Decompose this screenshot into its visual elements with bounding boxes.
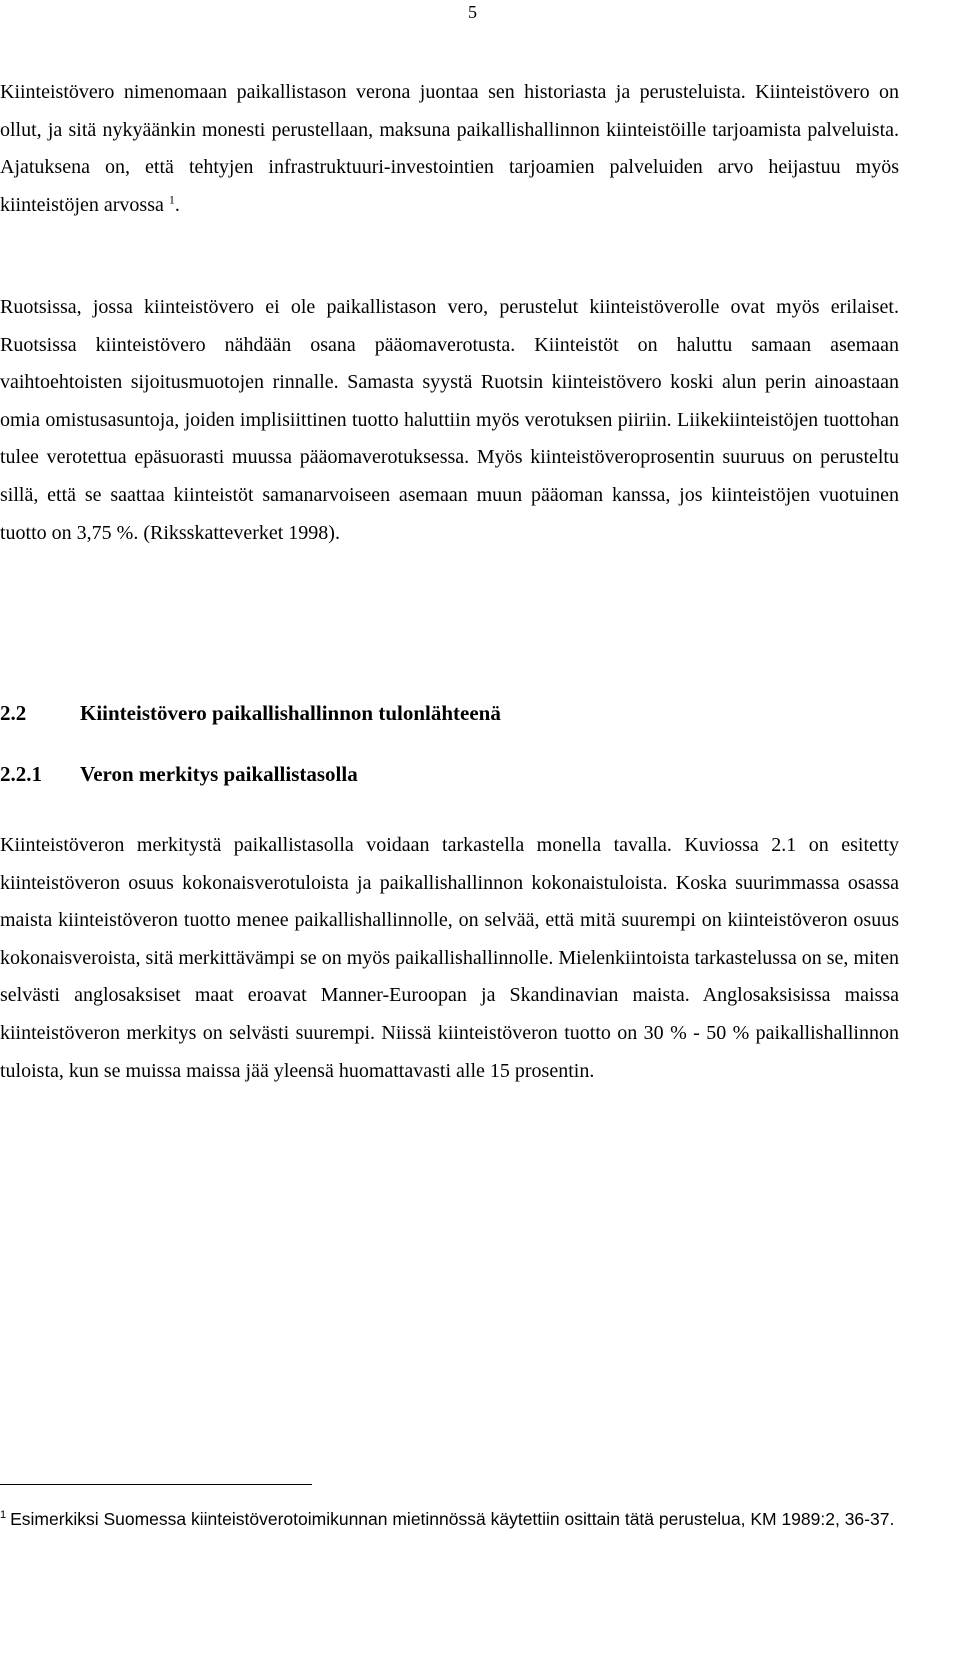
footnote-divider xyxy=(0,1484,312,1485)
footnote-marker: 1 xyxy=(0,1509,7,1522)
paragraph-local-significance: Kiinteistöveron merkitystä paikallistasolla voidaan tarkastella monella tavalla. Kuviossa 2.1 on esitetty kiinteistöveron osuus kokonaisverotuloista ja paikallishallinnon kokonaistuloista. Koska suurimmassa osassa maista kiinteistöveron tuotto menee paikallishallinnolle, on selvää, että mitä suurempi on kiinteistöveron osuus kokonaisveroista, sitä merkittävämpi se on myös paikallishallinnolle. Mielenkiintoista tarkastelussa on se, miten selvästi anglosaksiset maat eroavat Manner-Euroopan ja Skandinavian maista. Anglosaksisissa maissa kiinteistöveron merkitys on selvästi suurempi. Niissä kiinteistöveron tuotto on 30 % - 50 % paikallishallinnon tuloista, kun se muissa maissa jää yleensä huomattavasti alle 15 prosentin. xyxy=(0,834,899,1082)
paragraph-property-tax-history xyxy=(0,74,899,224)
page-number: 5 xyxy=(468,2,477,22)
footnote-reference[interactable]: 1 xyxy=(168,192,175,207)
section-title: Veron merkitys paikallistasolla xyxy=(80,762,358,786)
footnote-text: Esimerkiksi Suomessa kiinteistöverotoimikunnan mietinnössä käytettiin osittain tätä perustelua, KM 1989:2, 36-37. xyxy=(10,1509,895,1529)
section-heading-2-2 xyxy=(0,699,501,727)
section-number: 2.2.1 xyxy=(0,762,42,786)
paragraph-end: . xyxy=(174,193,180,216)
paragraph-sweden: Ruotsissa, jossa kiinteistövero ei ole paikallistason vero, perustelut kiinteistöverolle ovat myös erilaiset. Ruotsissa kiinteistövero nähdään osana pääomaverotusta. Kiinteistöt on haluttu samaan asemaan vaihtoehtoisten sijoitusmuotojen rinnalle. Samasta syystä Ruotsin kiinteistövero koski alun perin ainoastaan omia omistusasuntoja, joiden implisiittinen tuotto haluttiin myös verotuksen piiriin. Liikekiinteistöjen tuottohan tulee verotettua epäsuorasti muussa pääomaverotuksessa. Myös kiinteistöveroprosentin suuruus on perusteltu sillä, että se saattaa kiinteistöt samanarvoiseen asemaan muun pääoman kanssa, jos kiinteistöjen vuotuinen tuotto on 3,75 %. (Riksskatteverket 1998). xyxy=(0,296,899,544)
paragraph-text: Kiinteistövero nimenomaan paikallistason verona juontaa sen historiasta ja perusteluista. Kiinteistövero on ollut, ja sitä nykyäänkin monesti perustellaan, maksuna paikallishallinnon kiinteistöille tarjoamista palveluista. Ajatuksena on, että tehtyjen infrastruktuuri-investointien tarjoamien palveluiden arvo heijastuu myös kiinteistöjen arvossa xyxy=(0,81,899,216)
footnote xyxy=(0,1502,905,1536)
section-heading-2-2-1 xyxy=(0,760,358,788)
section-title: Kiinteistövero paikallishallinnon tulonlähteenä xyxy=(80,701,501,725)
section-number: 2.2 xyxy=(0,701,27,725)
